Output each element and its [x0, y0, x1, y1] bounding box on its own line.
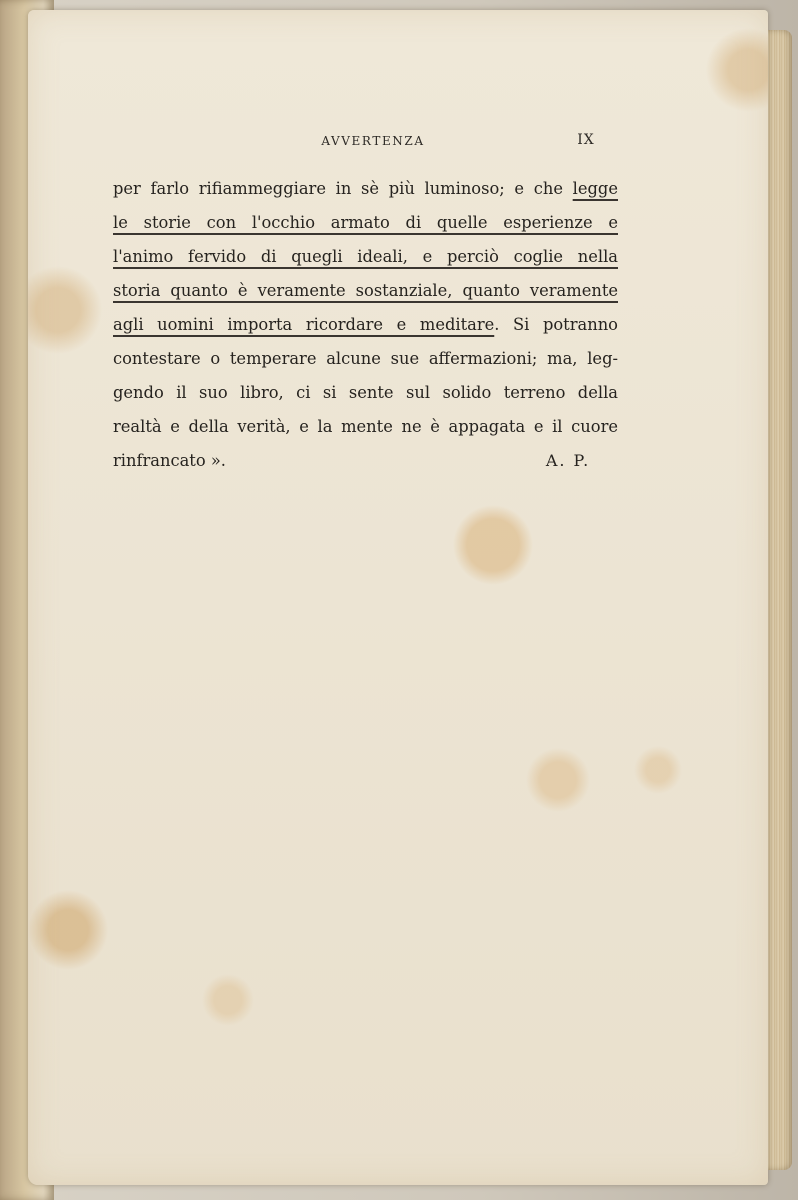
running-head: AVVERTENZA — [321, 134, 425, 148]
page-number: IX — [577, 132, 595, 148]
text-line — [113, 243, 618, 277]
underlined-text: le storie con l'occhio armato di quelle esperienze e — [113, 213, 618, 232]
text-span: contestare o temperare alcune sue affermazioni; ma, leg- — [113, 349, 618, 368]
author-initials: A. P. — [545, 451, 591, 470]
text-line — [113, 175, 618, 209]
text-span: realtà e della verità, e la mente ne è appagata e il cuore — [113, 417, 618, 436]
body-text — [113, 175, 618, 481]
underlined-text: legge — [572, 179, 618, 198]
text-span: gendo il suo libro, ci si sente sul solido terreno della — [113, 383, 618, 402]
book-page — [28, 10, 768, 1185]
text-span: . Si potranno — [494, 315, 618, 334]
underlined-text: l'animo fervido di quegli ideali, e perciò coglie nella — [113, 247, 618, 266]
text-line — [113, 345, 618, 379]
underlined-text: agli uomini importa ricordare e meditare — [113, 315, 495, 334]
page-header — [28, 134, 768, 158]
underlined-text: storia quanto è veramente sostanziale, quanto veramente — [113, 281, 618, 300]
text-line — [113, 311, 618, 345]
text-line — [113, 277, 618, 311]
text-line — [113, 209, 618, 243]
text-span: per farlo rifiammeggiare in sè più luminoso; e che — [113, 179, 573, 198]
text-span: rinfrancato ». — [113, 451, 226, 470]
text-line — [113, 379, 618, 413]
text-line — [113, 413, 618, 447]
